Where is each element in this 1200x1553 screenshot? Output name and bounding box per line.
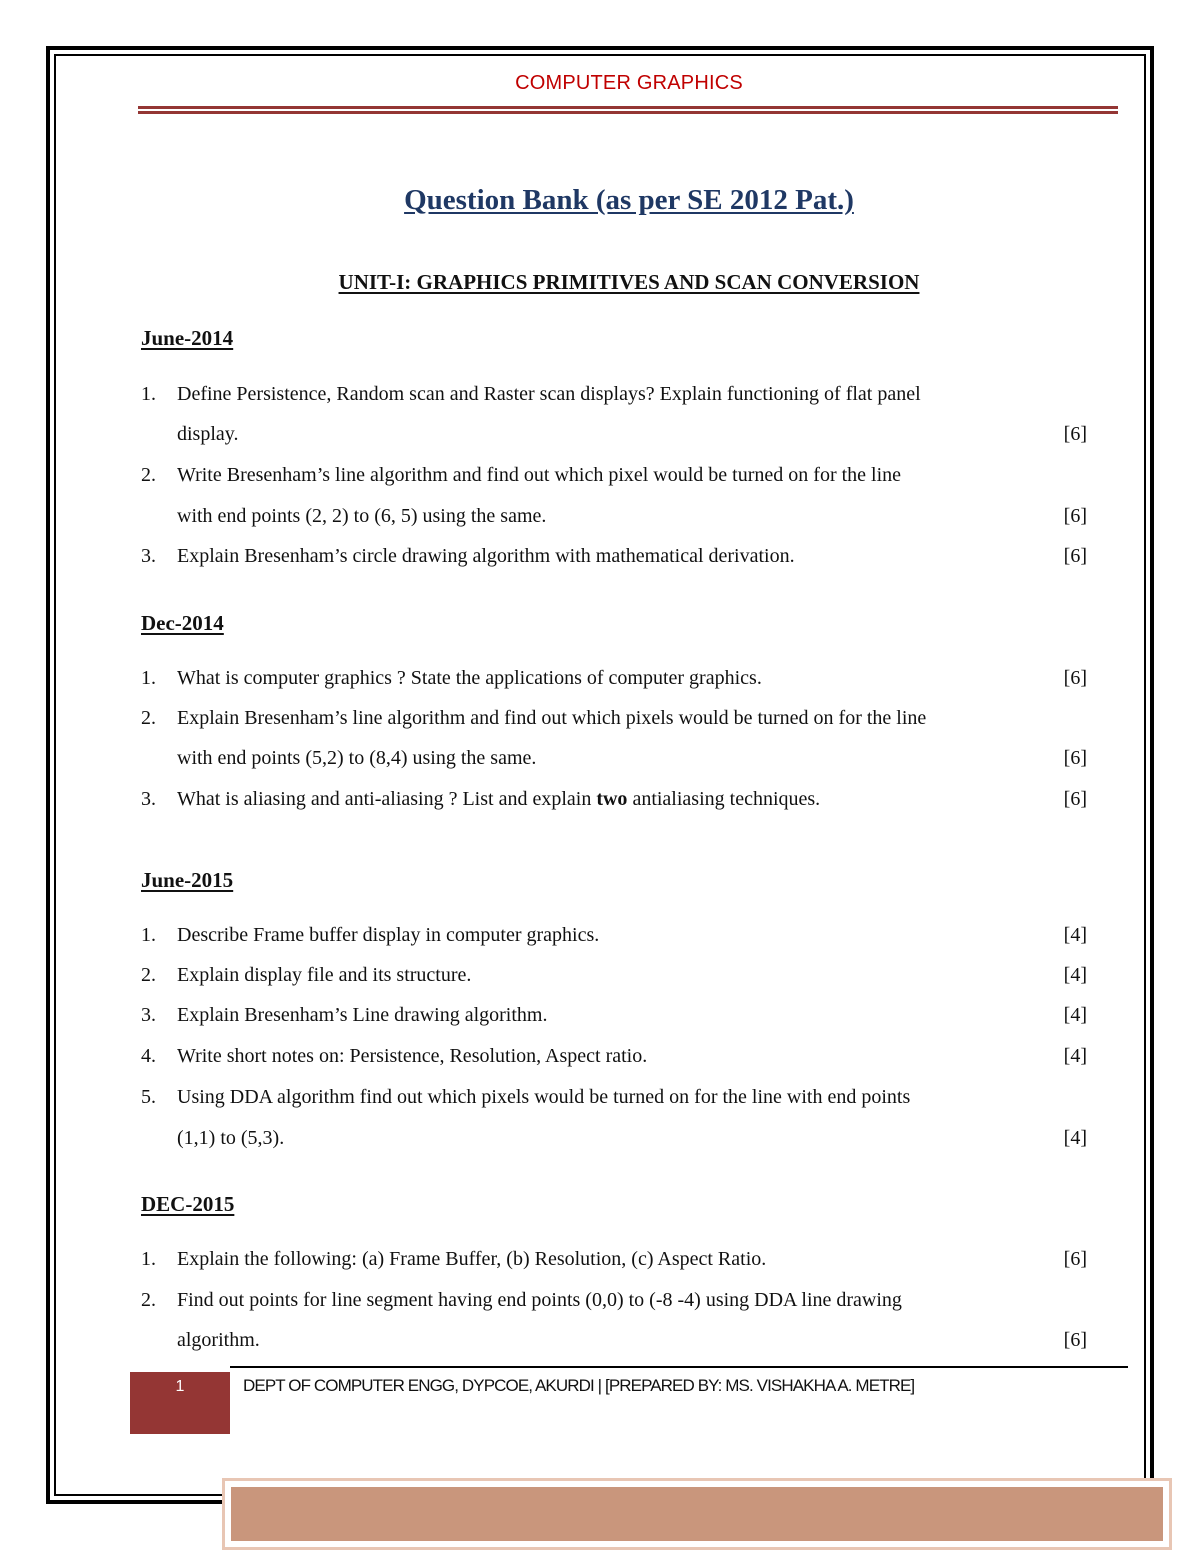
question-number: 2. [141, 464, 156, 486]
question-line [141, 379, 1087, 409]
question-text: What is computer graphics ? State the applications of computer graphics. [177, 667, 762, 689]
question-line [141, 743, 1087, 773]
question-text: Explain the following: (a) Frame Buffer, (b) Resolution, (c) Aspect Ratio. [177, 1248, 767, 1270]
question-marks: [4] [1063, 1004, 1087, 1026]
question-line [141, 460, 1087, 490]
question-number: 3. [141, 545, 156, 567]
footer-rule [230, 1366, 1128, 1368]
footer-text: DEPT OF COMPUTER ENGG, DYPCOE, AKURDI | [PREPARED BY: MS. VISHAKHA A. METRE] [243, 1376, 915, 1395]
page-edge-fill [231, 1487, 1163, 1541]
question-marks: [6] [1063, 1248, 1087, 1270]
question-line [141, 703, 1087, 733]
question-number: 2. [141, 707, 156, 729]
question-text: display. [177, 423, 239, 445]
page-number: 1 [175, 1378, 185, 1395]
question-marks: [4] [1063, 1045, 1087, 1067]
question-line [141, 541, 1087, 571]
question-number: 4. [141, 1045, 156, 1067]
question-number: 5. [141, 1086, 156, 1108]
question-text: Find out points for line segment having end points (0,0) to (-8 -4) using DDA line drawing [177, 1289, 902, 1311]
section-heading: Dec-2014 [141, 611, 224, 635]
page-edge-decoration [222, 1478, 1172, 1550]
question-marks: [4] [1063, 924, 1087, 946]
question-line [141, 1082, 1087, 1112]
section-heading: June-2014 [141, 326, 234, 350]
question-text: (1,1) to (5,3). [177, 1127, 285, 1149]
section-heading: June-2015 [141, 868, 234, 892]
question-text: Describe Frame buffer display in computer graphics. [177, 924, 600, 946]
question-marks: [4] [1063, 964, 1087, 986]
question-text: Write short notes on: Persistence, Resolution, Aspect ratio. [177, 1045, 648, 1067]
header-rule [138, 106, 1118, 109]
question-line [141, 501, 1087, 531]
question-marks: [6] [1063, 747, 1087, 769]
question-text: Explain Bresenham’s Line drawing algorithm. [177, 1004, 548, 1026]
question-line [141, 1123, 1087, 1153]
question-text-part: What is aliasing and anti-aliasing ? List and explain [177, 788, 597, 810]
question-number: 2. [141, 964, 156, 986]
question-text: with end points (2, 2) to (6, 5) using the same. [177, 505, 547, 527]
question-text: Write Bresenham’s line algorithm and find out which pixel would be turned on for the line [177, 464, 902, 486]
header-title: COMPUTER GRAPHICS [515, 72, 743, 94]
question-marks: [6] [1063, 423, 1087, 445]
question-number: 3. [141, 788, 156, 810]
question-line [141, 663, 1087, 693]
question-number: 1. [141, 1248, 156, 1270]
question-marks: [6] [1063, 667, 1087, 689]
question-line [141, 419, 1087, 449]
question-line [141, 1244, 1087, 1274]
question-text: Explain Bresenham’s line algorithm and find out which pixels would be turned on for the line [177, 707, 927, 729]
question-number: 3. [141, 1004, 156, 1026]
question-text: Define Persistence, Random scan and Raster scan displays? Explain functioning of flat panel [177, 383, 921, 405]
question-number: 2. [141, 1289, 156, 1311]
question-number: 1. [141, 383, 156, 405]
document-title: Question Bank (as per SE 2012 Pat.) [404, 184, 854, 216]
page-number-box [130, 1372, 230, 1434]
question-line [141, 1285, 1087, 1315]
question-line [141, 784, 1087, 814]
question-marks: [6] [1063, 788, 1087, 810]
question-text: algorithm. [177, 1329, 260, 1351]
question-text: Using DDA algorithm find out which pixels would be turned on for the line with end points [177, 1086, 911, 1108]
question-marks: [6] [1063, 1329, 1087, 1351]
question-line [141, 1041, 1087, 1071]
section-heading: DEC-2015 [141, 1192, 235, 1216]
question-text: Explain display file and its structure. [177, 964, 472, 986]
unit-title: UNIT-I: GRAPHICS PRIMITIVES AND SCAN CONVERSION [338, 270, 920, 294]
question-text: Explain Bresenham’s circle drawing algorithm with mathematical derivation. [177, 545, 795, 567]
question-text [177, 784, 1047, 814]
question-text: with end points (5,2) to (8,4) using the same. [177, 747, 537, 769]
question-marks: [6] [1063, 505, 1087, 527]
question-number: 1. [141, 924, 156, 946]
question-line [141, 960, 1087, 990]
question-text-part: antialiasing techniques. [627, 788, 821, 810]
question-text-emphasis: two [596, 788, 628, 810]
question-number: 1. [141, 667, 156, 689]
question-line [141, 1000, 1087, 1030]
question-line [141, 920, 1087, 950]
question-marks: [4] [1063, 1127, 1087, 1149]
header-rule [138, 111, 1118, 114]
question-marks: [6] [1063, 545, 1087, 567]
question-line [141, 1325, 1087, 1355]
